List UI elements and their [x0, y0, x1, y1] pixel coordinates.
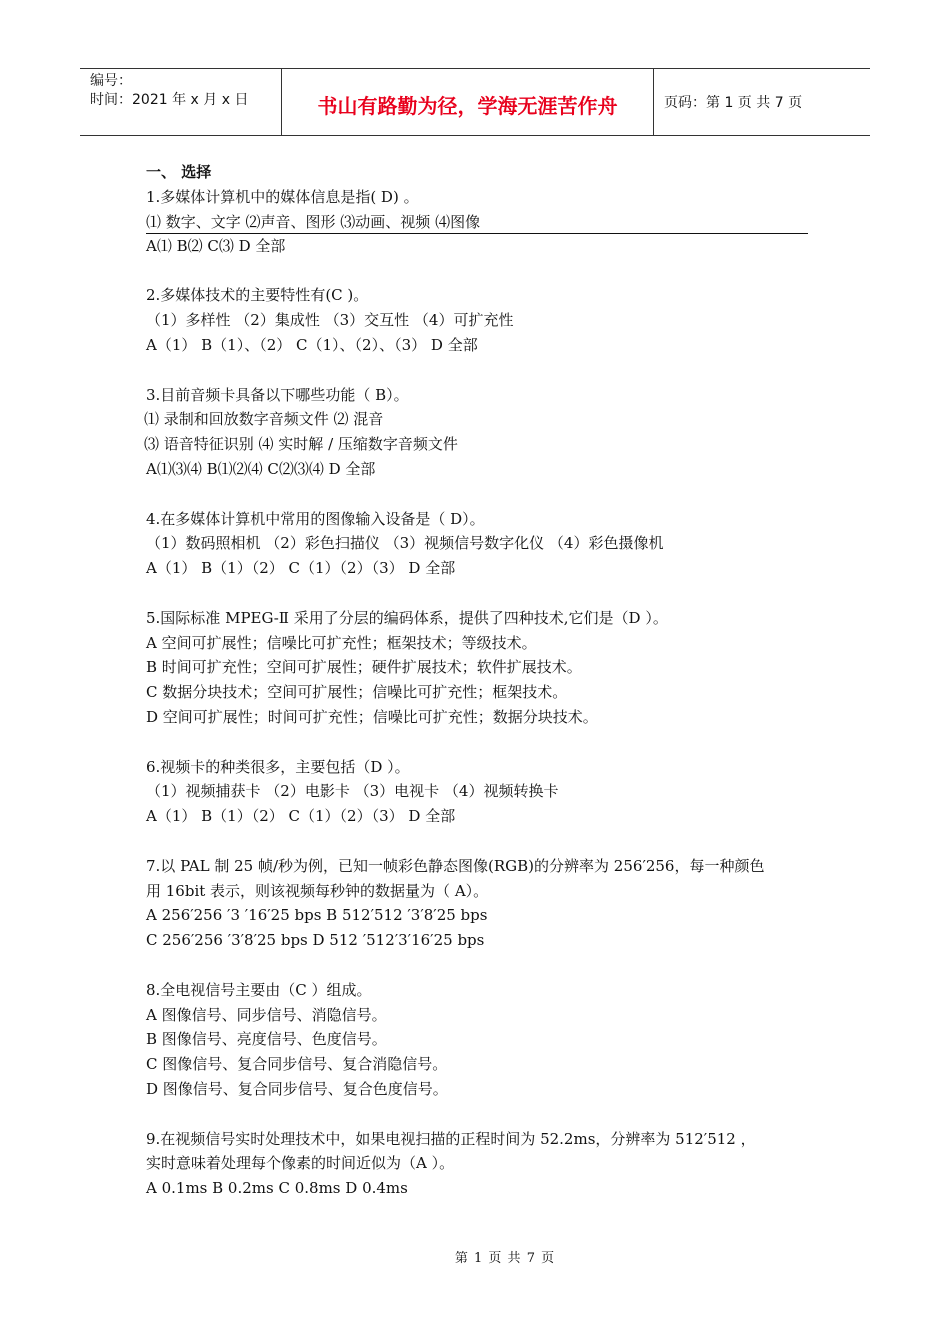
- question-8-option-c: C 图像信号、复合同步信号、复合消隐信号。: [146, 1055, 448, 1074]
- question-4: [146, 507, 808, 581]
- question-6-stem: 6.视频卡的种类很多，主要包括（D ）。: [146, 757, 410, 776]
- spacer: [146, 730, 808, 755]
- question-3-options: A⑴⑶⑷ B⑴⑵⑷ C⑵⑶⑷ D 全部: [146, 460, 376, 479]
- question-8: [146, 978, 808, 1102]
- spacer: [146, 1102, 808, 1127]
- question-2: [146, 283, 808, 357]
- header-number-label: 编号：: [90, 73, 132, 89]
- page-footer: 第 1 页 共 7 页: [454, 1251, 556, 1266]
- question-9: [146, 1127, 808, 1201]
- question-1: [146, 185, 808, 259]
- question-7-options-cd: C 256′256 ′3′8′25 bps D 512 ′512′3′16′25 bps: [146, 931, 485, 950]
- spacer: [146, 581, 808, 606]
- question-2-options: A（1） B（1）、（2） C（1）、（2）、（3） D 全部: [146, 336, 478, 355]
- question-6-options: A（1） B（1）（2） C（1）（2）（3） D 全部: [146, 807, 456, 826]
- spacer: [146, 829, 808, 854]
- spacer: [146, 259, 808, 284]
- question-5-option-b: B 时间可扩充性；空间可扩展性；硬件扩展技术；软件扩展技术。: [146, 658, 582, 677]
- question-5: [146, 606, 808, 730]
- question-9-stem-line-2: 实时意味着处理每个像素的时间近似为（A ）。: [146, 1154, 455, 1173]
- spacer: [146, 953, 808, 978]
- section-title: 一、 选择: [146, 163, 212, 181]
- header-page-info: 页码：第 1 页 共 7 页: [664, 95, 803, 111]
- spacer: [146, 358, 808, 383]
- document-body: [146, 160, 808, 1201]
- question-2-stem: 2.多媒体技术的主要特性有(C )。: [146, 286, 369, 305]
- page-header: [80, 68, 870, 136]
- question-8-option-a: A 图像信号、同步信号、消隐信号。: [146, 1005, 387, 1024]
- question-5-option-d: D 空间可扩展性；时间可扩充性；信噪比可扩充性；数据分块技术。: [146, 708, 598, 727]
- question-6-items: （1）视频捕获卡 （2）电影卡 （3）电视卡 （4）视频转换卡: [146, 782, 559, 801]
- question-4-options: A（1） B（1）（2） C（1）（2）（3） D 全部: [146, 559, 456, 578]
- question-5-option-a: A 空间可扩展性；信噪比可扩充性；框架技术；等级技术。: [146, 633, 537, 652]
- question-3: [146, 383, 808, 482]
- question-2-items: （1）多样性 （2）集成性 （3）交互性 （4）可扩充性: [146, 311, 514, 330]
- question-4-stem: 4.在多媒体计算机中常用的图像输入设备是（ D）。: [146, 509, 485, 528]
- question-1-options: A⑴ B⑵ C⑶ D 全部: [146, 236, 286, 255]
- question-5-stem: 5.国际标准 MPEG-Ⅱ 采用了分层的编码体系，提供了四种技术,它们是（D ）。: [146, 608, 668, 627]
- question-8-option-b: B 图像信号、亮度信号、色度信号。: [146, 1030, 387, 1049]
- question-7-stem-line-1: 7.以 PAL 制 25 帧/秒为例，已知一帧彩色静态图像(RGB)的分辨率为 256′256，每一种颜色: [146, 856, 765, 875]
- question-7-options-ab: A 256′256 ′3 ′16′25 bps B 512′512 ′3′8′25 bps: [146, 906, 488, 925]
- question-1-items: ⑴ 数字、文字 ⑵声音、图形 ⑶动画、视频 ⑷图像: [146, 210, 808, 234]
- question-1-stem: 1.多媒体计算机中的媒体信息是指( D) 。: [146, 187, 419, 206]
- question-7: [146, 854, 808, 953]
- spacer: [146, 482, 808, 507]
- question-9-options: A 0.1ms B 0.2ms C 0.8ms D 0.4ms: [146, 1179, 408, 1198]
- question-3-items-b: ⑶ 语音特征识别 ⑷ 实时解 / 压缩数字音频文件: [144, 435, 458, 454]
- question-3-stem: 3.目前音频卡具备以下哪些功能（ B）。: [146, 385, 409, 404]
- question-7-stem-line-2: 用 16bit 表示，则该视频每秒钟的数据量为（ A）。: [146, 881, 489, 900]
- question-5-option-c: C 数据分块技术；空间可扩展性；信噪比可扩充性；框架技术。: [146, 683, 568, 702]
- question-3-items-a: ⑴ 录制和回放数字音频文件 ⑵ 混音: [144, 410, 384, 429]
- header-meta: [80, 69, 282, 135]
- question-8-option-d: D 图像信号、复合同步信号、复合色度信号。: [146, 1079, 448, 1098]
- question-6: [146, 755, 808, 829]
- header-motto: 书山有路勤为径，学海无涯苦作舟: [282, 69, 654, 135]
- question-9-stem-line-1: 9.在视频信号实时处理技术中，如果电视扫描的正程时间为 52.2ms，分辨率为 512′512 ，: [146, 1129, 756, 1148]
- question-4-items: （1）数码照相机 （2）彩色扫描仪 （3）视频信号数字化仪 （4）彩色摄像机: [146, 534, 664, 553]
- header-time-label: 时间：2021 年 x 月 x 日: [90, 92, 249, 108]
- question-8-stem: 8.全电视信号主要由（C ）组成。: [146, 980, 372, 999]
